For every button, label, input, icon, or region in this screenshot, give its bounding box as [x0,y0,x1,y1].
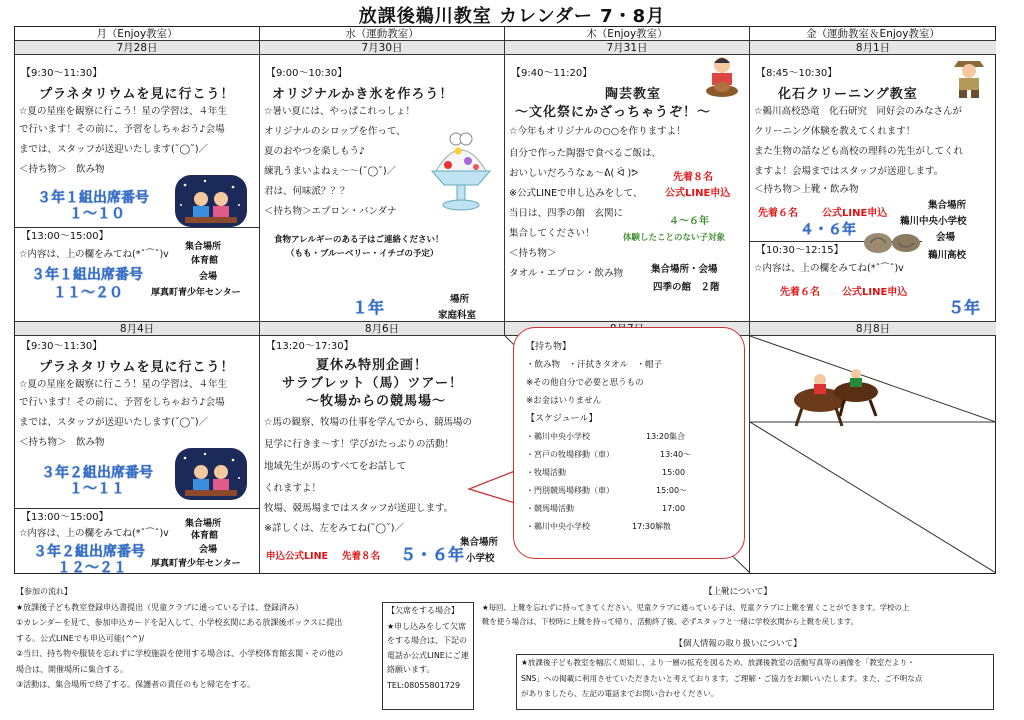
event-time: 【9:00～10:30】 [266,68,348,79]
shaved-ice-icon [428,125,494,215]
desc-line: ☆馬の観察、牧場の仕事を学んでから、競馬場の [264,417,473,428]
planetarium-kids-icon [175,448,247,500]
privacy-section-title [482,638,994,651]
date-jul28: 7月28日 [15,41,260,55]
place: 家庭科室 [438,310,477,321]
day-header-mon: 月（Enjoy教室） [15,27,260,41]
desc-line: ☆内容は、上の欄をみてね(*ˆ⌒ˆ)v [754,263,904,274]
venue-label: 会場 [199,272,218,282]
bubble-line: ※お金はいりません [526,396,602,406]
fossil-icon [862,229,922,255]
desc-line: 見学に行きま～す！学びがたっぷりの活動！ [264,439,455,450]
planetarium-kids-icon [175,175,247,227]
event-time: 【9:30～11:30】 [21,341,103,352]
event-time: 【13:00～15:00】 [21,512,109,523]
desc-line: ☆内容は、上の欄をみてね(*ˆ⌒ˆ)v [19,528,169,539]
date-aug1: 8月1日 [750,41,996,55]
privacy-line: がありましたら、左記の電話までお問い合わせください。 [521,689,719,698]
indoor-shoes-section [482,586,994,629]
absence-line: 絡願います。 [387,665,435,674]
desc-line: 地域先生が馬のすべてをお話して [264,461,407,472]
desc-line: で行います！その前に、予習をしちゃおう♪会場 [19,397,225,408]
date-jul30: 7月30日 [260,41,505,55]
section-title: 【個人情報の取り扱いについて】 [674,639,802,649]
desc-line: ☆夏の星座を観察に行こう！星の学習は、４年生 [19,106,228,117]
schedule-time: 13:20集合 [646,432,686,441]
meet-label: 集合場所 [185,519,222,529]
meet-place: 小学校 [466,553,495,564]
event-title: プラネタリウムを見に行こう！ [39,360,235,375]
schedule-item: ・鵜川中央小学校 [526,432,590,441]
absence-line: ★申し込みをして欠席 [387,621,467,631]
desc-line: までは、スタッフが送迎いたします(˘◯˘)／ [19,144,209,155]
desc-line: 当日は、四季の館 玄関に [509,208,624,219]
event-title: オリジナルかき氷を作ろう！ [272,87,454,102]
items-line: タオル・エプロン・飲み物 [509,268,624,279]
grade-numbers: １１～２０ [53,285,123,301]
date-aug4: 8月4日 [15,322,260,336]
date-jul31: 7月31日 [505,41,750,55]
first-come-badge: 先着６名 [780,287,820,298]
venue-place: 厚真町青少年センター [151,559,241,569]
explorer-icon [946,55,992,101]
flow-line: ③活動は、集合場所で終了する。保護者の責任のもと帰宅をする。 [16,680,256,689]
cell-aug4 [15,336,260,573]
privacy-line: ★放課後子ども教室を幅広く周知し、より一層の拡充を図るため、放課後教室の活動写真等の画像を「教室だより・ [521,658,915,667]
cell-aug6 [260,336,505,573]
cell-aug8 [750,336,996,573]
event-title: プラネタリウムを見に行こう！ [39,87,235,102]
bubble-line: ・飲み物 ・汗拭きタオル ・帽子 [526,360,663,370]
section-title: 【上靴について】 [704,587,772,597]
event-title: 陶芸教室 [605,87,662,102]
event-subtitle: ～牧場からの競馬場～ [306,394,447,409]
venue-label: 会場 [199,545,218,555]
line-signup-badge: 申込公式LINE [266,551,329,562]
bubble-heading: 【スケジュール】 [526,414,598,424]
phone-number: TEL:08055801729 [387,680,461,690]
desc-line: ※公式LINEで申し込みをして、 [509,188,643,199]
meet-place: 体育館 [191,531,219,541]
flow-line: ②当日、持ち物や服装を忘れずに学校施設を使用する場合は、小学校体育館玄関・その他の [16,649,344,658]
grade-label: １年 [352,298,385,317]
desc-line: 自分で作った陶器で食べるご飯は、 [509,148,662,159]
schedule-time: 15:00～ [656,486,688,495]
first-come-badge: 先着８名 [673,172,713,183]
line-signup-badge: 公式LINE申込 [665,188,731,199]
meet-label: 集合場所 [185,242,222,252]
flow-line: する。公式LINEでも申込可能(^^)/ [16,633,145,643]
grade-label: ３年１組出席番号 [37,190,149,206]
grade-numbers: １～１０ [69,206,125,222]
schedule-time: 17:00 [662,504,686,513]
grade-numbers: １～１１ [69,481,125,497]
grade-label: ５・６年 [400,545,465,564]
cell-jul30 [260,55,505,322]
venue-label: 会場 [936,232,956,243]
pm-session [15,227,259,322]
grade-label: ３年２組出席番号 [41,465,153,481]
event-time: 【9:40～11:20】 [511,68,593,79]
items-line: ＜持ち物＞ 飲み物 [19,164,105,175]
flow-line: ★放課後子ども教室登録申込書提出（児童クラブに通っている子は、登録済み） [16,602,304,612]
participation-flow [16,586,376,692]
day-header-fri: 金（運動教室＆Enjoy教室） [750,27,996,41]
allergy-note: 食物アレルギーのある子はご連絡ください！ [274,235,444,245]
day-header-thu: 木（Enjoy教室） [505,27,750,41]
cell-aug1 [750,55,996,322]
desc-line: 集合してください！ [509,228,595,239]
schedule-time: 15:00 [662,468,686,477]
schedule-item: ・鵜川中央小学校 [526,522,590,531]
event-time: 【9:30～11:30】 [21,68,103,79]
flow-line: ①カレンダーを見て、参加申込カードを記入して、小学校玄関にある放課後ボックスに提出 [16,618,343,627]
schedule-item: ・牧場活動 [526,468,566,477]
venue-place: 厚真町青少年センター [151,288,241,298]
flow-line: 場合は、開催場所に集合する。 [16,664,128,674]
meet-place: 鵜川中央小学校 [900,216,967,227]
items-line: ＜持ち物＞ 飲み物 [19,437,105,448]
desc-line: ☆暑い夏には、やっぱこれっしょ！ [264,106,416,117]
schedule-bubble [513,327,745,559]
desc-line: 君は、何味派？？？ [264,186,350,197]
schedule-item: ・門別競馬場移動（車） [526,486,614,495]
desc-line: までは、スタッフが送迎いたします(˘◯˘)／ [19,417,209,428]
event-title: 夏休み特別企画！ [316,358,429,373]
desc-line: くれますよ！ [264,483,322,494]
desc-line: クリーニング体験を教えてくれます！ [754,126,916,137]
first-come-badge: 先着８名 [342,551,381,562]
bubble-tail [467,467,517,507]
calendar-grid [14,26,996,574]
meet-label: 集合場所・会場 [651,264,718,275]
items-line: ＜持ち物＞上靴・飲み物 [754,184,859,195]
schedule-item: ・競馬場活動 [526,504,574,513]
privacy-line: SNS」への掲載に利用させていただきたいと考えております。ご理解・ご協力をお願いいたします。また、ご不明な点 [521,673,923,683]
shoes-line: 靴を使う場合は、下校時に上靴を持って帰り、活動終了後、必ずスタッフと一緒に学校玄関から上靴を戻します。 [482,617,859,626]
desc-line: また生物の話なども高校の理科の先生がしてくれ [754,146,964,157]
pottery-girl-icon [699,55,745,99]
desc-line: おいしいだろうなぁ～ᕕ( ᐛ )ᕗ [509,168,639,179]
event-time: 【13:00～15:00】 [21,231,109,242]
meet-place: 体育館 [191,256,219,266]
desc-line: ☆鵜川高校恐竜 化石研究 同好会のみなさんが [754,106,963,117]
desc-line: ☆夏の星座を観察に行こう！星の学習は、４年生 [19,379,228,390]
desc-line: ※詳しくは、左をみてね(˘◯˘)／ [264,523,405,534]
desc-line: オリジナルのシロップを作って、 [264,126,406,137]
desc-line: 練乳うまいよねぇ～～(˘◯˘)／ [264,166,397,177]
privacy-box [516,654,994,710]
target-note: 体験したことのない子対象 [623,233,726,243]
absence-box [382,602,474,710]
event-title: 化石クリーニング教室 [778,87,918,102]
grade-label: ３年１組出席番号 [31,267,143,283]
absence-line: をする場合は、下記の [387,636,467,645]
absence-line: 電話か公式LINEにご連 [387,650,469,660]
first-come-badge: 先着６名 [758,208,798,219]
desc-line: 夏のおやつを楽しもう♪ [264,146,366,157]
desc-line: で行います！その前に、予習をしちゃおう♪会場 [19,124,225,135]
event-time: 【10:30～12:15】 [756,245,844,256]
event-subtitle: ～文化祭にかざっちゃうぞ！～ [515,105,712,120]
allergy-note: （もも・ブルーベリー・イチゴの予定） [286,249,439,259]
items-line: ＜持ち物＞エプロン・バンダナ [264,206,397,217]
desc-line: 牧場、競馬場まではスタッフが送迎します。 [264,503,454,514]
cell-jul28 [15,55,260,322]
grade-numbers: １２～２１ [57,560,127,573]
schedule-time: 17:30解散 [632,522,672,531]
meet-label: 集合場所 [928,200,967,211]
shoes-line: ★毎回、上靴を忘れずに持ってきてください。児童クラブに通っている子は、児童クラブに上靴を置くことができます。学校の上 [482,602,910,612]
event-time: 【13:20～17:30】 [266,341,354,352]
line-signup-badge: 公式LINE申込 [842,287,908,298]
grade-label: ４～６年 [669,216,709,227]
desc-line: ☆今年もオリジナルの○○を作りますよ！ [509,126,686,137]
section-title: 【欠席をする場合】 [387,606,459,615]
grade-label: ４・６年 [800,222,856,238]
line-signup-badge: 公式LINE申込 [822,208,888,219]
horse-racing-icon [780,350,890,430]
section-title: 【参加の流れ】 [16,587,72,596]
date-aug8: 8月8日 [750,322,996,336]
grade-label: ５年 [948,298,981,317]
bubble-line: ※その他自分で必要と思うもの [526,378,644,388]
desc-line: ますよ！会場まではスタッフが送迎します。 [754,166,944,177]
schedule-time: 13:40～ [660,450,692,459]
venue-place: 鵜川高校 [928,250,967,261]
items-label: ＜持ち物＞ [509,248,557,259]
desc-line: ☆内容は、上の欄をみてね(*ˆ⌒ˆ)v [19,249,169,260]
day-header-wed: 水（運動教室） [260,27,505,41]
grade-label: ３年２組出席番号 [33,544,145,560]
pm-session [15,508,259,573]
schedule-item: ・宮戸の牧場移動（車） [526,450,614,459]
venue-place: 四季の館 ２階 [653,282,720,293]
event-title: サラブレット（馬）ツアー！ [282,376,463,391]
page-title: 放課後鵜川教室 カレンダー 7・8月 [358,6,666,27]
meet-label: 集合場所 [460,537,499,548]
event-time: 【8:45～10:30】 [756,68,838,79]
date-aug6: 8月6日 [260,322,505,336]
cell-jul31 [505,55,750,322]
bubble-heading: 【持ち物】 [526,342,572,352]
place-label: 場所 [450,294,470,305]
